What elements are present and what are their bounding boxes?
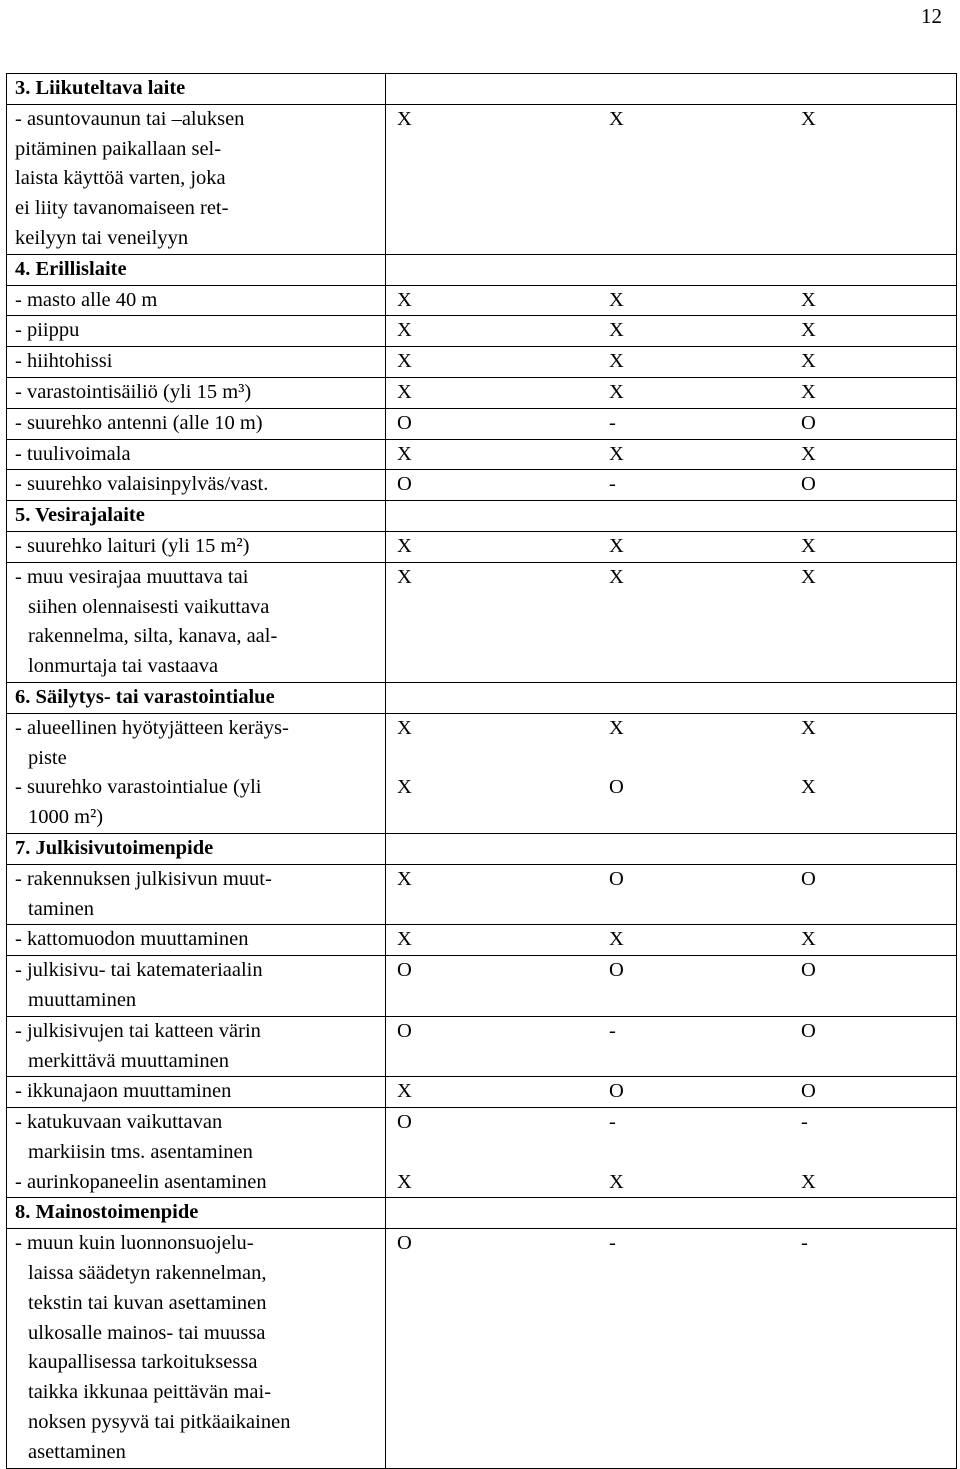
item-label-line: lonmurtaja tai vastaava [28,655,219,678]
requirement-mark: O [801,473,816,496]
item-marks-cell [386,864,957,925]
item-label-cell [7,377,386,408]
item-row [7,531,957,562]
item-label-cell [7,864,386,925]
item-marks-cell [386,1077,957,1108]
requirement-mark: X [397,776,412,799]
item-label-cell [7,956,386,1017]
permit-requirements-table [6,73,957,1469]
item-row [7,713,957,833]
section-title-cell [7,1198,386,1229]
requirement-mark: X [609,288,624,311]
requirement-mark: O [801,411,816,434]
mark-row [386,1017,956,1047]
item-label-line: - muun kuin luonnonsuojelu- [15,1232,254,1255]
requirement-mark: X [801,928,816,951]
item-label-line: muuttaminen [28,988,137,1011]
item-label-line: - piippu [15,319,80,342]
item-label-cell [7,562,386,682]
requirement-mark: X [397,534,412,557]
section-header-row [7,833,957,864]
item-label-line: - tuulivoimala [15,442,131,465]
requirement-mark: O [801,959,816,982]
section-marks-cell [386,74,957,105]
section-header-row [7,74,957,105]
item-marks-cell [386,316,957,347]
mark-row [386,347,956,377]
mark-row [386,714,956,744]
item-label-cell [7,1229,386,1468]
requirement-mark: X [397,442,412,465]
requirement-mark: X [801,350,816,373]
mark-row [386,1108,956,1138]
item-label-line: - katukuvaan vaikuttavan [15,1111,223,1134]
requirement-mark: - [609,411,616,434]
item-row [7,377,957,408]
requirement-mark: O [609,959,624,982]
mark-row [386,773,956,803]
requirement-mark: O [801,867,816,890]
requirement-mark: X [609,565,624,588]
item-label-line: - aurinkopaneelin asentaminen [15,1170,267,1193]
requirement-mark: X [801,776,816,799]
item-label-line: asettaminen [28,1440,126,1463]
item-label-line: 1000 m²) [28,806,104,829]
section-title: 6. Säilytys- tai varastointialue [15,685,275,708]
requirement-mark: X [397,107,412,130]
section-marks-cell [386,833,957,864]
item-label-line: - varastointisäiliö (yli 15 m³) [15,380,252,403]
requirement-mark: - [801,1232,808,1255]
requirement-mark: X [609,928,624,951]
item-label-line: laista käyttöä varten, joka [15,167,226,190]
section-title: 4. Erillislaite [15,257,127,280]
mark-row [386,378,956,408]
item-label-line: - suurehko varastointialue (yli [15,776,262,799]
requirement-mark: O [397,1232,412,1255]
section-header-row [7,1198,957,1229]
requirement-mark: X [801,565,816,588]
requirement-mark: O [609,776,624,799]
mark-row [386,470,956,500]
requirement-mark: X [609,107,624,130]
requirement-mark: X [397,1170,412,1193]
item-label-cell [7,285,386,316]
requirement-mark: X [609,716,624,739]
item-label-line: - julkisivu- tai katemateriaalin [15,959,263,982]
item-label-line: markiisin tms. asentaminen [28,1140,253,1163]
section-title: 7. Julkisivutoimenpide [15,836,214,859]
requirement-mark: - [609,1019,616,1042]
item-row [7,1108,957,1198]
mark-row [386,316,956,346]
mark-row [386,286,956,316]
mark-row [386,1077,956,1107]
item-row [7,104,957,254]
section-title-cell [7,501,386,532]
requirement-mark: O [801,1080,816,1103]
mark-row [386,105,956,135]
item-label-line: siihen olennaisesti vaikuttava [28,595,270,618]
page-number: 12 [921,4,942,28]
item-marks-cell [386,1016,957,1077]
item-label-cell [7,1077,386,1108]
section-marks-cell [386,501,957,532]
section-header-row [7,501,957,532]
requirement-mark: O [397,411,412,434]
requirement-mark: X [397,380,412,403]
item-marks-cell [386,377,957,408]
requirement-mark: O [397,959,412,982]
mark-row [386,1168,956,1198]
requirement-mark: X [609,442,624,465]
requirement-mark: X [609,534,624,557]
item-label-line: rakennelma, silta, kanava, aal- [28,625,278,648]
item-label-line: - rakennuksen julkisivun muut- [15,867,272,890]
requirement-mark: X [609,380,624,403]
mark-row [386,409,956,439]
requirement-mark: X [801,716,816,739]
item-label-cell [7,470,386,501]
item-marks-cell [386,439,957,470]
section-marks-cell [386,1198,957,1229]
mark-row [386,925,956,955]
section-header-row [7,682,957,713]
item-row [7,347,957,378]
item-marks-cell [386,531,957,562]
requirement-mark: X [801,534,816,557]
item-marks-cell [386,956,957,1017]
requirement-mark: X [397,288,412,311]
requirement-mark: - [609,473,616,496]
section-title-cell [7,74,386,105]
requirement-mark: O [397,1019,412,1042]
item-label-line: - masto alle 40 m [15,288,158,311]
item-label-line: - muu vesirajaa muuttava tai [15,565,249,588]
item-label-cell [7,1016,386,1077]
item-row [7,925,957,956]
item-label-line: pitäminen paikallaan sel- [15,137,222,160]
item-label-line: - ikkunajaon muuttaminen [15,1080,232,1103]
section-title-cell [7,254,386,285]
item-label-cell [7,347,386,378]
item-label-line: kaupallisessa tarkoituksessa [28,1351,258,1374]
item-row [7,316,957,347]
requirement-mark: O [397,1111,412,1134]
mark-row [386,865,956,895]
item-label-line: ulkosalle mainos- tai muussa [28,1321,266,1344]
item-label-line: tekstin tai kuvan asettaminen [28,1291,267,1314]
item-label-line: - kattomuodon muuttaminen [15,928,249,951]
mark-row [386,563,956,593]
item-label-line: - suurehko laituri (yli 15 m²) [15,534,250,557]
requirement-mark: O [609,867,624,890]
requirement-mark: - [801,1111,808,1134]
item-label-cell [7,104,386,254]
item-label-cell [7,1108,386,1198]
item-row [7,439,957,470]
requirement-mark: X [801,107,816,130]
section-title: 8. Mainostoimenpide [15,1201,199,1224]
requirement-mark: O [397,473,412,496]
item-row [7,1016,957,1077]
item-marks-cell [386,347,957,378]
item-label-line: - alueellinen hyötyjätteen keräys- [15,716,289,739]
requirement-mark: X [801,288,816,311]
requirement-mark: O [609,1080,624,1103]
item-row [7,1229,957,1468]
requirement-mark: X [801,442,816,465]
item-marks-cell [386,713,957,833]
item-row [7,470,957,501]
item-label-cell [7,439,386,470]
mark-row [386,440,956,470]
requirement-mark: X [609,1170,624,1193]
section-title-cell [7,682,386,713]
item-label-line: laissa säädetyn rakennelman, [28,1262,267,1285]
requirement-mark: - [609,1111,616,1134]
requirement-mark: X [397,716,412,739]
item-label-cell [7,925,386,956]
item-row [7,562,957,682]
item-marks-cell [386,470,957,501]
mark-row [386,532,956,562]
section-header-row [7,254,957,285]
item-marks-cell [386,1108,957,1198]
item-row [7,956,957,1017]
requirement-mark: X [609,319,624,342]
requirement-mark: X [397,565,412,588]
item-label-line: - julkisivujen tai katteen värin [15,1019,261,1042]
item-row [7,1077,957,1108]
item-marks-cell [386,285,957,316]
item-marks-cell [386,925,957,956]
item-label-line: - hiihtohissi [15,350,113,373]
section-marks-cell [386,254,957,285]
section-title: 5. Vesirajalaite [15,504,145,527]
item-marks-cell [386,408,957,439]
requirement-mark: X [397,867,412,890]
item-label-cell [7,713,386,833]
item-label-line: ei liity tavanomaiseen ret- [15,197,229,220]
mark-row [386,1229,956,1259]
item-row [7,864,957,925]
item-label-cell [7,408,386,439]
section-title-cell [7,833,386,864]
item-label-line: piste [28,746,67,769]
item-label-cell [7,531,386,562]
item-marks-cell [386,104,957,254]
requirement-mark: O [801,1019,816,1042]
item-label-line: - suurehko valaisinpylväs/vast. [15,473,269,496]
requirement-mark: X [801,1170,816,1193]
requirement-mark: X [397,1080,412,1103]
requirement-mark: X [801,380,816,403]
requirement-mark: X [397,928,412,951]
item-row [7,285,957,316]
item-label-line: taminen [28,897,95,920]
item-label-line: noksen pysyvä tai pitkäaikainen [28,1411,291,1434]
requirement-mark: X [801,319,816,342]
item-label-line: merkittävä muuttaminen [28,1049,229,1072]
mark-row [386,956,956,986]
item-label-line: keilyyn tai veneilyyn [15,226,189,249]
requirement-mark: X [609,350,624,373]
item-label-line: - suurehko antenni (alle 10 m) [15,411,263,434]
section-title: 3. Liikuteltava laite [15,77,186,99]
item-label-line: taikka ikkunaa peittävän mai- [28,1381,272,1404]
requirement-mark: - [609,1232,616,1255]
item-marks-cell [386,562,957,682]
requirement-mark: X [397,319,412,342]
item-label-line: - asuntovaunun tai –aluksen [15,107,245,130]
section-marks-cell [386,682,957,713]
requirement-mark: X [397,350,412,373]
item-marks-cell [386,1229,957,1468]
item-label-cell [7,316,386,347]
item-row [7,408,957,439]
